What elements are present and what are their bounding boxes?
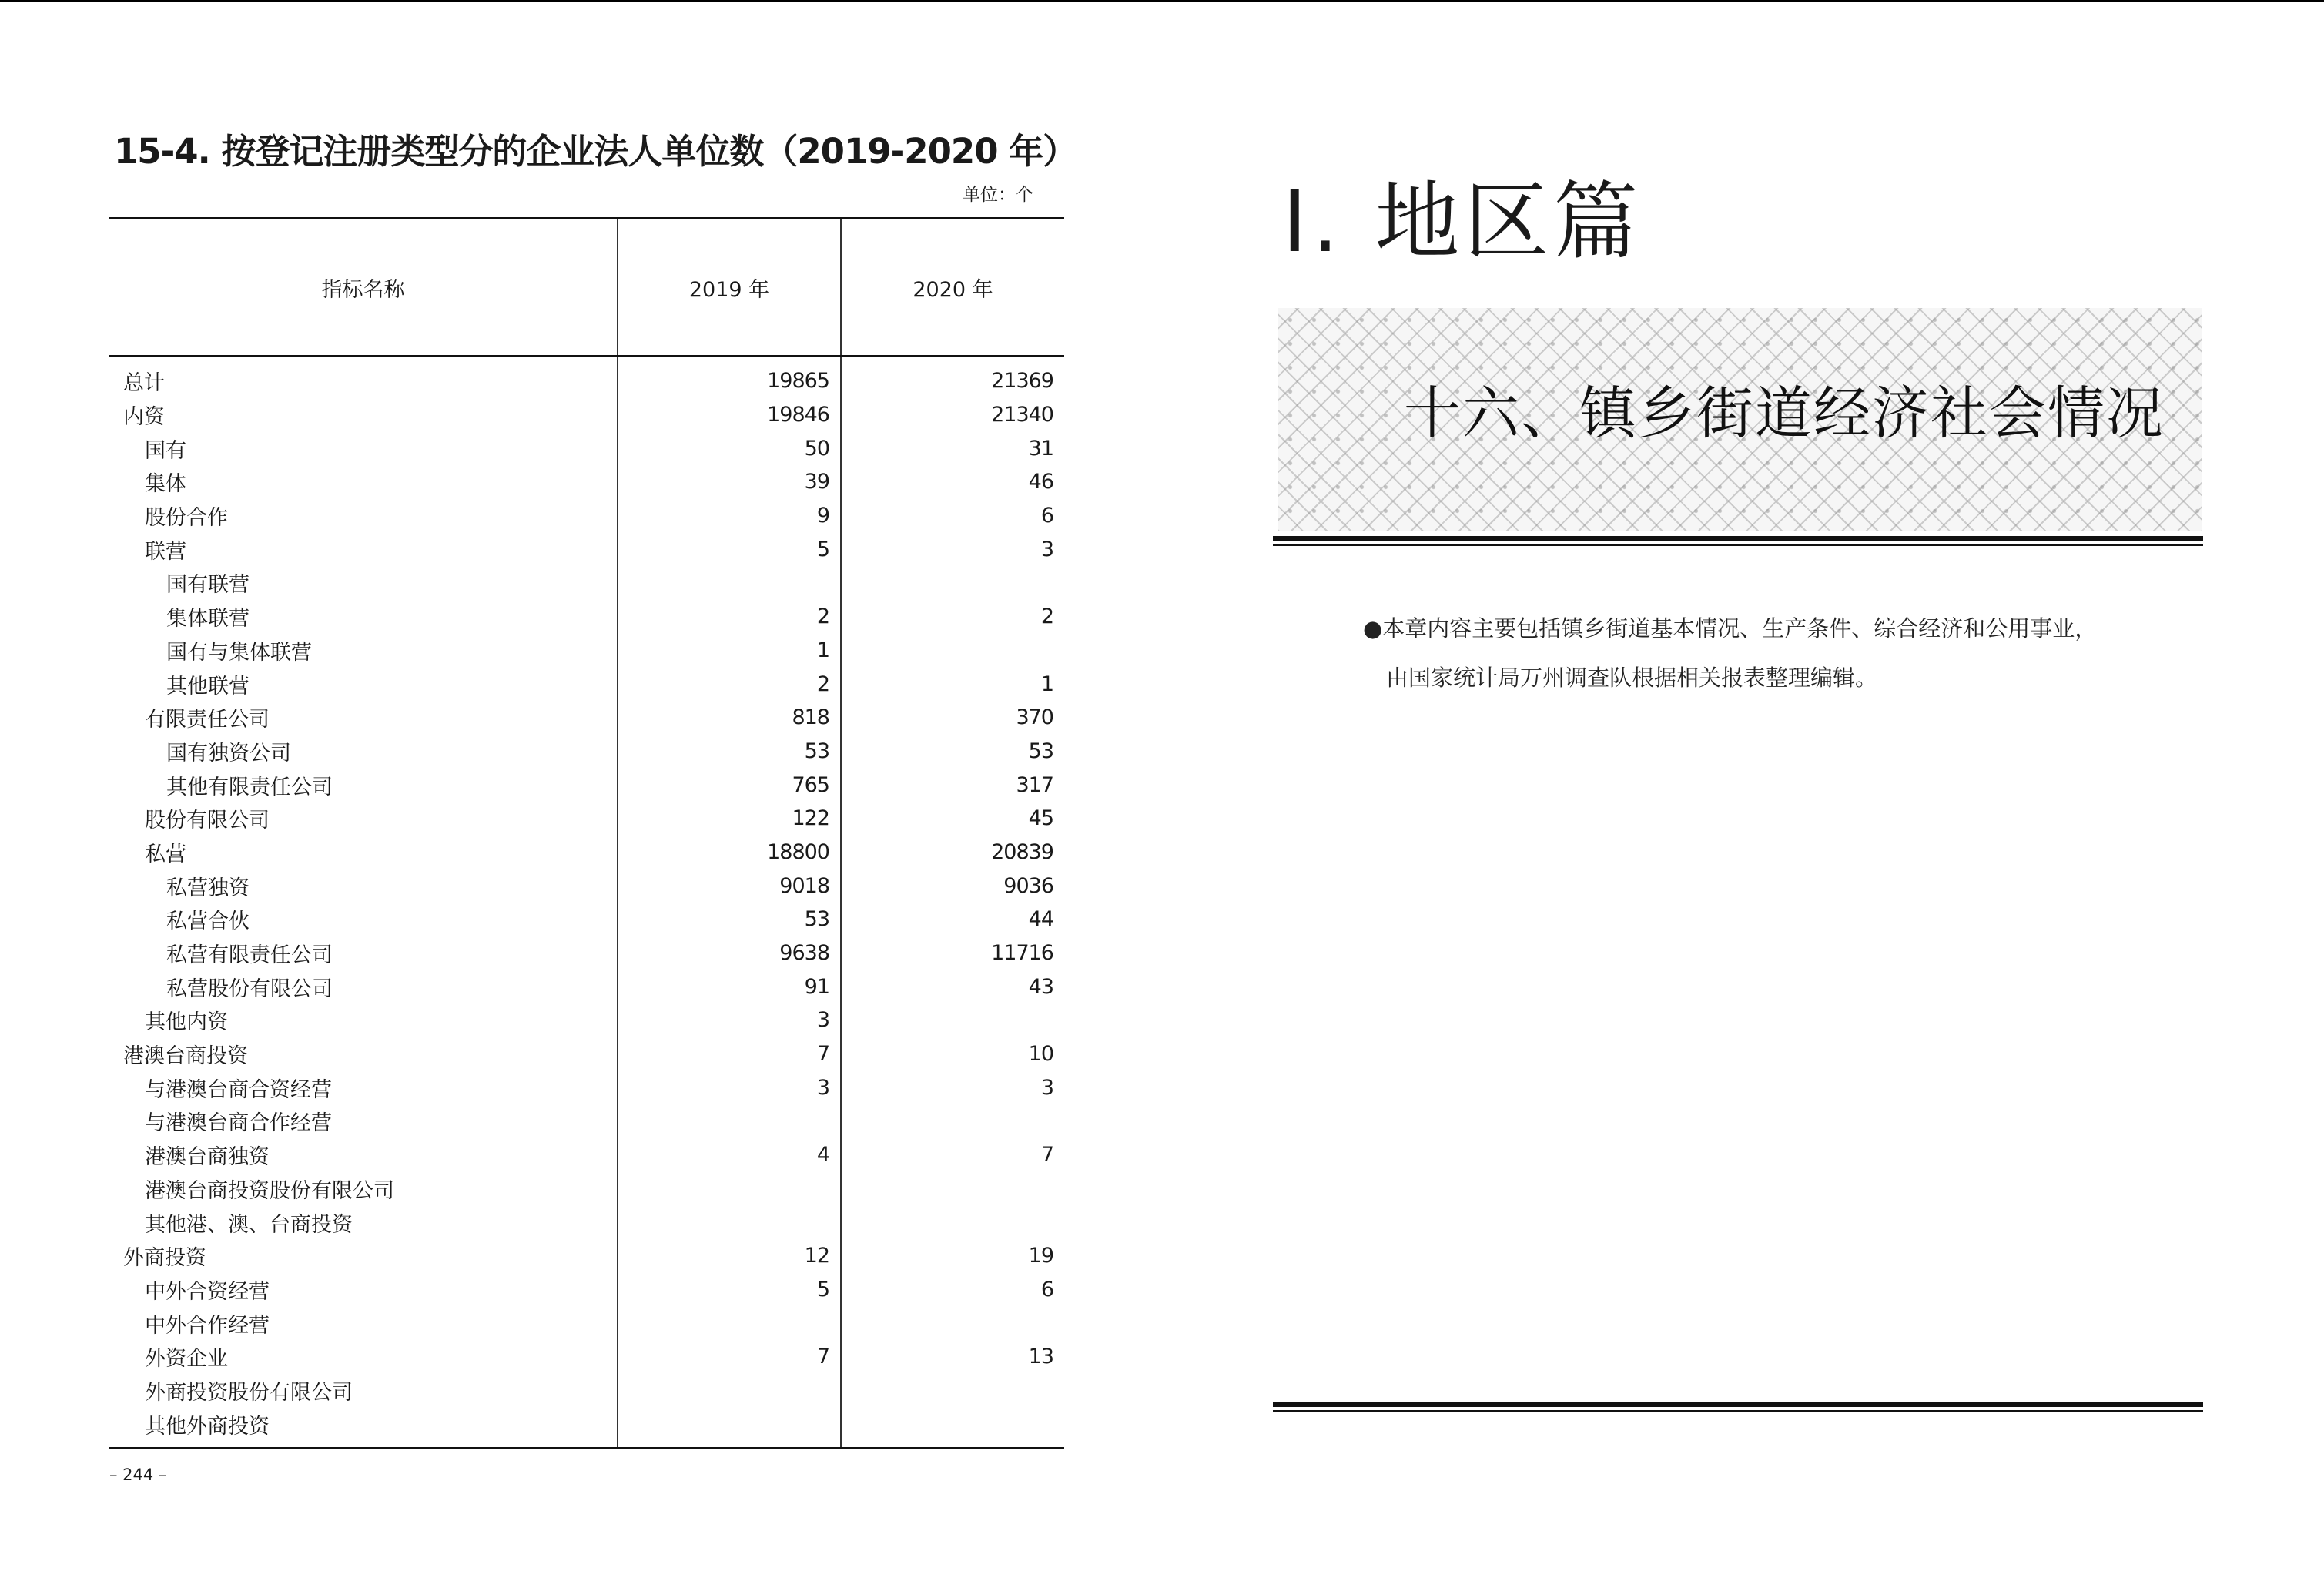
row-value-2020: 13 — [841, 1340, 1064, 1374]
table-row — [109, 1239, 1064, 1273]
unit-label: 单位：个 — [963, 185, 1033, 205]
row-value-2019 — [618, 1407, 841, 1448]
table-row — [109, 465, 1064, 499]
table-row — [109, 1407, 1064, 1448]
row-value-2019: 7 — [618, 1340, 841, 1374]
row-value-2020: 317 — [841, 768, 1064, 802]
table-row — [109, 356, 1064, 398]
table-row — [109, 600, 1064, 634]
table-row — [109, 566, 1064, 600]
page-number: – 244 – — [109, 1466, 167, 1484]
row-value-2019: 19865 — [618, 356, 841, 398]
row-value-2019: 50 — [618, 431, 841, 465]
row-value-2020: 21340 — [841, 398, 1064, 432]
row-indicator-name: 私营有限责任公司 — [166, 943, 333, 968]
row-value-2019: 4 — [618, 1138, 841, 1172]
statistics-table — [109, 217, 1064, 1449]
row-value-2019: 3 — [618, 1070, 841, 1104]
row-value-2019: 2 — [618, 600, 841, 634]
row-value-2019: 19846 — [618, 398, 841, 432]
row-indicator-name: 中外合作经营 — [145, 1313, 270, 1338]
table-row — [109, 499, 1064, 533]
row-value-2020: 19 — [841, 1239, 1064, 1273]
top-border-rule — [0, 0, 2324, 2]
row-indicator-name: 私营股份有限公司 — [166, 977, 333, 1001]
table-row — [109, 398, 1064, 432]
row-value-2020 — [841, 1374, 1064, 1408]
row-indicator-name: 外商投资 — [123, 1246, 206, 1271]
row-indicator-name: 股份合作 — [145, 506, 228, 531]
table-body — [109, 356, 1064, 1449]
row-indicator-name: 外商投资股份有限公司 — [145, 1380, 353, 1405]
row-indicator-name: 联营 — [145, 539, 186, 564]
table-row — [109, 1374, 1064, 1408]
section-title: Ⅰ. 地区篇 — [1282, 173, 1643, 271]
table-row — [109, 836, 1064, 869]
row-indicator-name: 有限责任公司 — [145, 708, 270, 732]
table-row — [109, 1037, 1064, 1071]
row-indicator-name: 私营合伙 — [166, 910, 249, 934]
table-row — [109, 936, 1064, 970]
row-value-2019: 12 — [618, 1239, 841, 1273]
row-indicator-name: 其他联营 — [166, 674, 249, 699]
row-indicator-name: 集体 — [145, 472, 186, 497]
row-indicator-name: 其他内资 — [145, 1010, 228, 1035]
row-value-2019: 1 — [618, 634, 841, 668]
row-indicator-name: 私营独资 — [166, 876, 249, 900]
row-value-2020 — [841, 1407, 1064, 1448]
row-value-2019 — [618, 1104, 841, 1138]
row-value-2019: 7 — [618, 1037, 841, 1071]
row-value-2019: 53 — [618, 903, 841, 936]
table-row — [109, 532, 1064, 566]
table-row — [109, 1070, 1064, 1104]
row-indicator-name: 外资企业 — [145, 1347, 228, 1372]
row-indicator-name: 港澳台商投资股份有限公司 — [145, 1178, 394, 1203]
row-value-2020: 11716 — [841, 936, 1064, 970]
row-indicator-name: 港澳台商独资 — [145, 1145, 270, 1170]
row-value-2019: 18800 — [618, 836, 841, 869]
row-value-2019: 818 — [618, 701, 841, 735]
row-value-2020 — [841, 1306, 1064, 1340]
row-value-2020: 43 — [841, 970, 1064, 1003]
table-row — [109, 735, 1064, 769]
row-value-2019: 5 — [618, 1273, 841, 1307]
row-indicator-name: 国有独资公司 — [166, 741, 291, 766]
row-value-2020 — [841, 1003, 1064, 1037]
row-value-2020: 370 — [841, 701, 1064, 735]
row-indicator-name: 总计 — [123, 371, 165, 396]
table-row — [109, 1306, 1064, 1340]
row-value-2019 — [618, 1205, 841, 1239]
row-indicator-name: 国有与集体联营 — [166, 640, 312, 665]
row-value-2020: 3 — [841, 532, 1064, 566]
row-value-2019: 3 — [618, 1003, 841, 1037]
row-indicator-name: 其他有限责任公司 — [166, 775, 333, 799]
row-value-2019 — [618, 566, 841, 600]
intro-line-2: 由国家统计局万州调查队根据相关报表整理编辑。 — [1386, 665, 1878, 691]
row-value-2020 — [841, 566, 1064, 600]
table-row — [109, 903, 1064, 936]
row-value-2020: 2 — [841, 600, 1064, 634]
table-row — [109, 431, 1064, 465]
upper-double-rule — [1273, 536, 2203, 546]
row-indicator-name: 集体联营 — [166, 607, 249, 632]
row-value-2020 — [841, 1172, 1064, 1206]
row-indicator-name: 与港澳台商合作经营 — [145, 1111, 332, 1136]
row-indicator-name: 与港澳台商合资经营 — [145, 1077, 332, 1102]
row-value-2020: 53 — [841, 735, 1064, 769]
table-row — [109, 1138, 1064, 1172]
row-value-2019: 53 — [618, 735, 841, 769]
table-row — [109, 802, 1064, 836]
row-value-2019 — [618, 1306, 841, 1340]
row-value-2019: 765 — [618, 768, 841, 802]
chapter-intro — [1363, 604, 2097, 702]
table-row — [109, 1205, 1064, 1239]
row-value-2020: 6 — [841, 499, 1064, 533]
row-value-2020: 20839 — [841, 836, 1064, 869]
row-value-2019: 2 — [618, 667, 841, 701]
row-indicator-name: 内资 — [123, 405, 165, 430]
row-value-2019 — [618, 1374, 841, 1408]
table-row — [109, 1003, 1064, 1037]
table-header-row — [109, 219, 1064, 357]
table-row — [109, 1340, 1064, 1374]
header-year-2020: 2020 年 — [841, 219, 1064, 357]
row-value-2020: 1 — [841, 667, 1064, 701]
table-row — [109, 1104, 1064, 1138]
row-value-2020 — [841, 1205, 1064, 1239]
row-indicator-name: 其他外商投资 — [145, 1414, 270, 1439]
row-value-2019: 9018 — [618, 869, 841, 903]
row-value-2019: 9 — [618, 499, 841, 533]
row-indicator-name: 国有 — [145, 438, 186, 463]
table-row — [109, 701, 1064, 735]
row-value-2020: 44 — [841, 903, 1064, 936]
row-indicator-name: 港澳台商投资 — [123, 1044, 248, 1069]
row-value-2019: 5 — [618, 532, 841, 566]
row-value-2020: 10 — [841, 1037, 1064, 1071]
header-year-2019: 2019 年 — [618, 219, 841, 357]
chapter-title: 十六、镇乡街道经济社会情况 — [1404, 380, 2165, 447]
table-row — [109, 667, 1064, 701]
row-value-2020 — [841, 1104, 1064, 1138]
row-indicator-name: 私营 — [145, 842, 186, 866]
row-value-2020: 6 — [841, 1273, 1064, 1307]
table-row — [109, 970, 1064, 1003]
table-row — [109, 1172, 1064, 1206]
row-value-2019: 122 — [618, 802, 841, 836]
intro-line-1: ●本章内容主要包括镇乡街道基本情况、生产条件、综合经济和公用事业， — [1363, 615, 2098, 642]
row-indicator-name: 中外合资经营 — [145, 1279, 270, 1304]
row-indicator-name: 股份有限公司 — [145, 809, 270, 833]
row-value-2020: 21369 — [841, 356, 1064, 398]
row-value-2020: 9036 — [841, 869, 1064, 903]
row-indicator-name: 其他港、澳、台商投资 — [145, 1212, 353, 1237]
row-value-2019 — [618, 1172, 841, 1206]
row-value-2020: 46 — [841, 465, 1064, 499]
table-row — [109, 869, 1064, 903]
lower-double-rule — [1273, 1402, 2203, 1412]
row-value-2020: 31 — [841, 431, 1064, 465]
row-value-2020: 45 — [841, 802, 1064, 836]
row-value-2019: 9638 — [618, 936, 841, 970]
table-row — [109, 634, 1064, 668]
row-value-2020: 3 — [841, 1070, 1064, 1104]
row-value-2020 — [841, 634, 1064, 668]
row-value-2020: 7 — [841, 1138, 1064, 1172]
row-indicator-name: 国有联营 — [166, 573, 249, 598]
table-title: 15-4. 按登记注册类型分的企业法人单位数（2019-2020 年） — [114, 131, 1077, 172]
header-indicator-name: 指标名称 — [109, 219, 618, 357]
table-row — [109, 768, 1064, 802]
table-row — [109, 1273, 1064, 1307]
row-value-2019: 91 — [618, 970, 841, 1003]
row-value-2019: 39 — [618, 465, 841, 499]
